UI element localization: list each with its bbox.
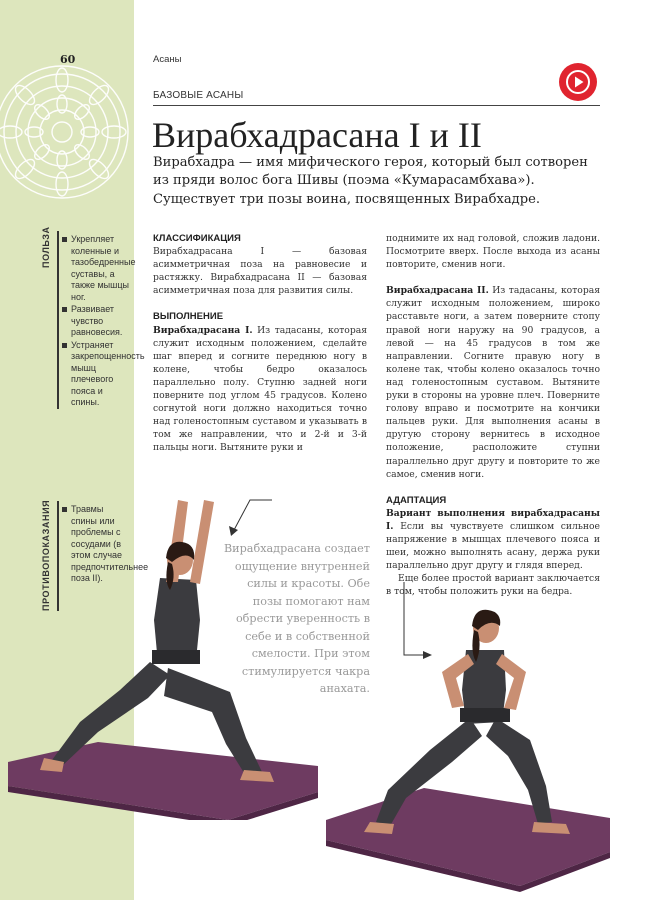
page-number: 60	[60, 53, 76, 66]
continued-paragraph: поднимите их над головой, сложив ладони. Посмотрите вверх. После выхода из асаны повторите, сменив ноги.	[386, 233, 600, 271]
kicker-divider	[153, 105, 600, 106]
benefits-heading: ПОЛЬЗА	[41, 226, 51, 268]
classification-text: Вирабхадрасана I — базовая асимметричная поза на равновесие и растяжку. Вирабхадрасана II — базовая асимметричная поза для развития силы.	[153, 246, 367, 297]
page-title: Вирабхадрасана I и II	[152, 115, 482, 155]
contraindications-heading: ПРОТИВОПОКАЗАНИЯ	[41, 499, 51, 611]
benefits-list	[62, 234, 145, 410]
pull-quote: Вирабхадрасана создает ощущение внутренней силы и красоты. Обе позы помогают нам обрести уверенность в себе и в собственной смелости. При этом стимулируется чакра анахата.	[223, 542, 370, 695]
section-label: Асаны	[153, 54, 182, 65]
classification-heading: КЛАССИФИКАЦИЯ	[153, 233, 241, 244]
play-video-icon[interactable]	[558, 62, 598, 102]
warrior-one-photo	[0, 470, 330, 820]
adaptation-heading: АДАПТАЦИЯ	[386, 494, 447, 506]
list-item: Травмы спины или проблемы с сосудами (в этом случае предпочтительнее поза II).	[62, 504, 130, 585]
list-item: Устраняет закрепощенность мышц плечевого пояса и спины.	[62, 340, 130, 409]
execution-paragraph: Вирабхадрасана I. Из тадасаны, которая служит исходным положением, сделайте шаг вперед и согните переднюю ногу в колене, чтобы бедро оказалось параллельно полу. Ступню задней ноги поверните под углом 45 градусов. Колено согнутой ноги должно находиться точно над голеностопным суставом и указывать в том же направлении, что и 2-й и 3-й пальцы ноги. Вытяните руки и	[153, 324, 367, 454]
execution-heading: ВЫПОЛНЕНИЕ	[153, 311, 224, 323]
warrior2-paragraph: Вирабхадрасана II. Из тадасаны, которая служит исходным положением, широко расставьте ноги, а затем поверните стопу правой ноги наружу на 90 градусов, а левой — на 45 градусов в том же направлении. Согните правую ногу в колене так, чтобы колено оказалось точно над голеностопным суставом. Вытяните руки в стороны на уровне плеч. Поверните голову вправо и посмотрите на кончики пальцев руки. Для выполнения асаны в другую сторону вернитесь в исходное положение, расположите ступни параллельно друг другу и повторите то же самое, сменив ноги.	[386, 285, 600, 480]
adaptation-paragraph-2: Еще более простой вариант заключается в том, чтобы положить руки на бедра.	[386, 573, 600, 598]
list-item: Развивает чувство равновесия.	[62, 304, 130, 339]
adaptation-paragraph: Вариант выполнения вирабхадрасаны I. Если вы чувствуете слишком сильное напряжение в мышцах плечевого пояса и шеи, можно выполнять асану, держа руки параллельно друг другу и глядя вперед.	[386, 507, 600, 572]
benefits-rule	[57, 231, 59, 409]
right-arm	[190, 500, 214, 584]
kicker-label: БАЗОВЫЕ АСАНЫ	[153, 90, 244, 101]
list-item: Укрепляет коленные и тазобедренные суставы, а также мышцы ног.	[62, 234, 130, 303]
mandala-ornament	[0, 62, 132, 202]
text-column-1	[153, 232, 367, 455]
text-column-2	[386, 232, 600, 598]
adaptation-photo	[320, 590, 656, 900]
lead-paragraph: Вирабхадра — имя мифического героя, который был сотворен из пряди волос бога Шивы (поэма «Кумарасамбхава»). Существует три позы воина, посвященных Вирабхадре.	[153, 155, 588, 207]
